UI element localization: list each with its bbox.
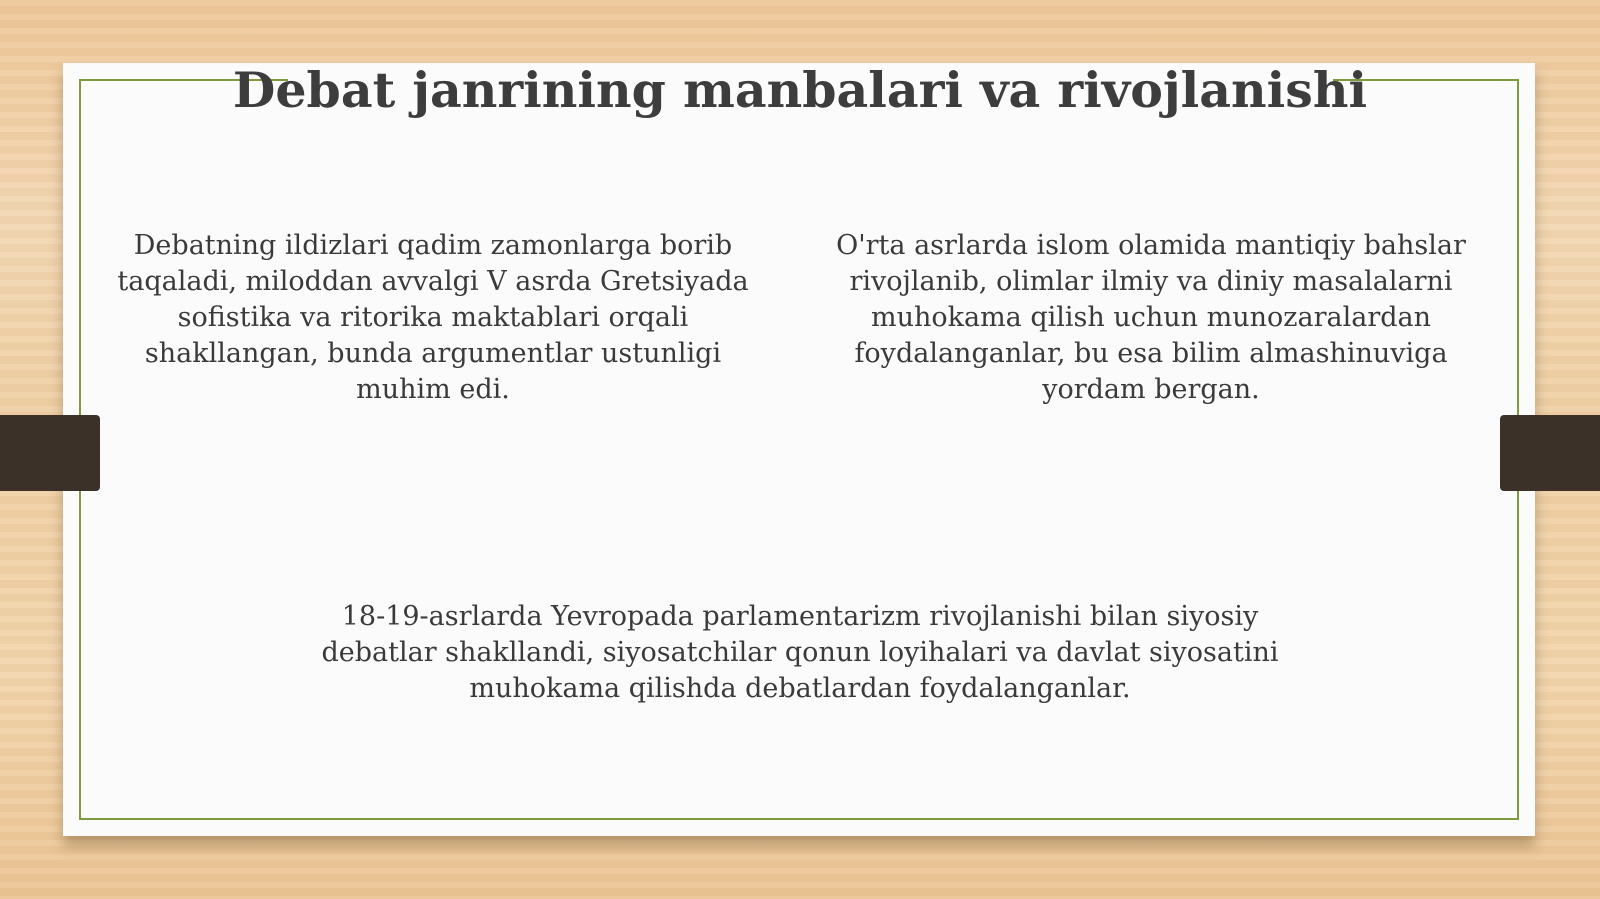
- slide-title: Debat janrining manbalari va rivojlanishi: [232, 61, 1368, 119]
- slide-card: [63, 63, 1535, 836]
- paragraph-parliamentarism: 18-19-asrlarda Yevropada parlamentarizm rivojlanishi bilan siyosiy debatlar shakllandi, siyosatchilar qonun loyihalari va davlat siyosatini muhokama qilishda debatlardan foydalanganlar.: [321, 601, 1279, 704]
- left-binder-tab: [0, 415, 100, 491]
- card-frame-border: [79, 79, 1519, 820]
- right-binder-tab: [1500, 415, 1600, 491]
- paragraph-middle-ages: O'rta asrlarda islom olamida mantiqiy bahslar rivojlanib, olimlar ilmiy va diniy masalalarni muhokama qilish uchun munozaralardan foydalanganlar, bu esa bilim almashinuviga yordam bergan.: [836, 230, 1466, 405]
- paragraph-ancient-origins: Debatning ildizlari qadim zamonlarga borib taqaladi, miloddan avvalgi V asrda Gretsiyada sofistika va ritorika maktablari orqali shakllangan, bunda argumentlar ustunligi muhim edi.: [117, 230, 749, 405]
